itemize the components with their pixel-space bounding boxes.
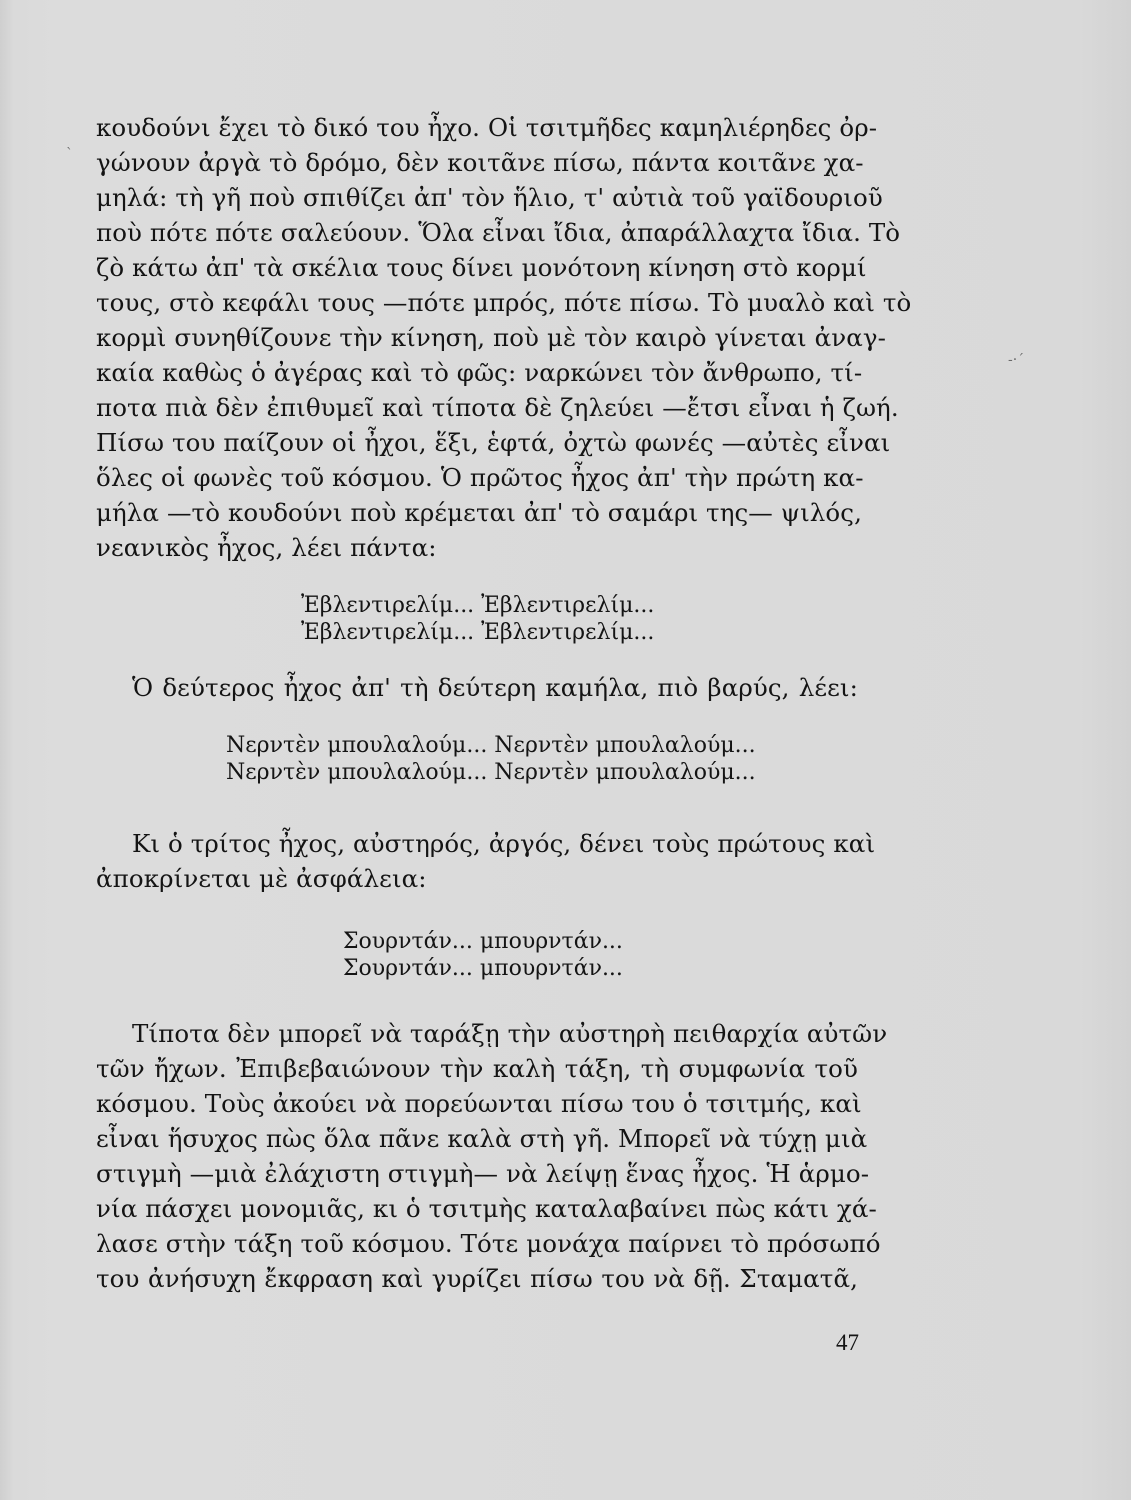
verse-line: Σουρντάν... μπουρντάν... <box>343 956 623 981</box>
text-line: νεανικὸς ἦχος, λέει πάντα: <box>96 533 437 562</box>
text-line: του ἀνήσυχη ἔκφραση καὶ γυρίζει πίσω του νὰ δῇ. Σταματᾶ, <box>96 1264 858 1293</box>
text-line: καία καθὼς ὁ ἀγέρας καὶ τὸ φῶς: ναρκώνει τὸν ἄνθρωπο, τί- <box>96 358 863 387</box>
text-line: ζὸ κάτω ἀπ' τὰ σκέλια τους δίνει μονότονη κίνηση στὸ κορμί <box>96 253 867 282</box>
paragraph-1 <box>96 110 912 565</box>
text-line: μήλα —τὸ κουδούνι ποὺ κρέμεται ἀπ' τὸ σαμάρι της— ψιλός, <box>96 498 862 527</box>
text-line: τους, στὸ κεφάλι τους —πότε μπρός, πότε πίσω. Τὸ μυαλὸ καὶ τὸ <box>96 288 912 317</box>
text-line: ἀποκρίνεται μὲ ἀσφάλεια: <box>96 864 427 893</box>
text-line: Ὁ δεύτερος ἦχος ἀπ' τὴ δεύτερη καμήλα, πιὸ βαρύς, λέει: <box>132 673 858 702</box>
paragraph-3 <box>96 826 876 896</box>
verse-line: Ἐβλεντιρελίμ... Ἐβλεντιρελίμ... <box>301 593 655 618</box>
text-line: λασε στὴν τάξη τοῦ κόσμου. Τότε μονάχα παίρνει τὸ πρόσωπό <box>96 1229 881 1258</box>
text-line: μηλά: τὴ γῆ ποὺ σπιθίζει ἀπ' τὸν ἥλιο, τ' αὐτιὰ τοῦ γαϊδουριοῦ <box>96 183 883 212</box>
scan-mark: ˋ <box>66 146 73 162</box>
text-line: κόσμου. Τοὺς ἀκούει νὰ πορεύωνται πίσω του ὁ τσιτμής, καὶ <box>96 1089 862 1118</box>
text-line: νία πάσχει μονομιᾶς, κι ὁ τσιτμὴς καταλαβαίνει πὼς κάτι χά- <box>96 1194 877 1223</box>
text-line: γώνουν ἀργὰ τὸ δρόμο, δὲν κοιτᾶνε πίσω, πάντα κοιτᾶνε χα- <box>96 148 864 177</box>
text-line: ὅλες οἱ φωνὲς τοῦ κόσμου. Ὁ πρῶτος ἦχος ἀπ' τὴν πρώτη κα- <box>96 463 864 492</box>
text-line: ποὺ πότε πότε σαλεύουν. Ὅλα εἶναι ἴδια, ἀπαράλλαχτα ἴδια. Τὸ <box>96 218 901 247</box>
text-line: Κι ὁ τρίτος ἦχος, αὐστηρός, ἀργός, δένει τοὺς πρώτους καὶ <box>132 829 876 858</box>
text-line: Πίσω του παίζουν οἱ ἦχοι, ἕξι, ἑφτά, ὀχτὼ φωνές —αὐτὲς εἶναι <box>96 428 891 457</box>
verse-3 <box>343 928 623 982</box>
text-line: στιγμὴ —μιὰ ἐλάχιστη στιγμὴ— νὰ λείψῃ ἕνας ἦχος. Ἡ ἁρμο- <box>96 1159 870 1188</box>
verse-1 <box>301 592 654 646</box>
text-line: Τίποτα δὲν μπορεῖ νὰ ταράξῃ τὴν αὐστηρὴ πειθαρχία αὐτῶν <box>132 1019 888 1048</box>
paragraph-4 <box>96 1016 888 1296</box>
verse-line: Ἐβλεντιρελίμ... Ἐβλεντιρελίμ... <box>301 620 655 645</box>
text-line: κορμὶ συνηθίζουνε τὴν κίνηση, ποὺ μὲ τὸν καιρὸ γίνεται ἀναγ- <box>96 323 887 352</box>
text-line: εἶναι ἥσυχος πὼς ὅλα πᾶνε καλὰ στὴ γῆ. Μπορεῖ νὰ τύχῃ μιὰ <box>96 1124 868 1153</box>
paragraph-2 <box>96 670 858 705</box>
scan-mark: -·´ <box>1008 352 1025 368</box>
verse-line: Σουρντάν... μπουρντάν... <box>343 929 623 954</box>
verse-line: Νερντὲν μπουλαλούμ... Νερντὲν μπουλαλούμ... <box>226 733 756 758</box>
text-line: ποτα πιὰ δὲν ἐπιθυμεῖ καὶ τίποτα δὲ ζηλεύει —ἔτσι εἶναι ἡ ζωή. <box>96 393 899 422</box>
verse-2 <box>226 732 756 786</box>
text-line: τῶν ἤχων. Ἐπιβεβαιώνουν τὴν καλὴ τάξη, τὴ συμφωνία τοῦ <box>96 1054 858 1083</box>
text-line: κουδούνι ἔχει τὸ δικό του ἦχο. Οἱ τσιτμῆδες καμηλιέρηδες ὀρ- <box>96 113 878 142</box>
page-number: 47 <box>836 1330 859 1355</box>
verse-line: Νερντὲν μπουλαλούμ... Νερντὲν μπουλαλούμ... <box>226 760 756 785</box>
